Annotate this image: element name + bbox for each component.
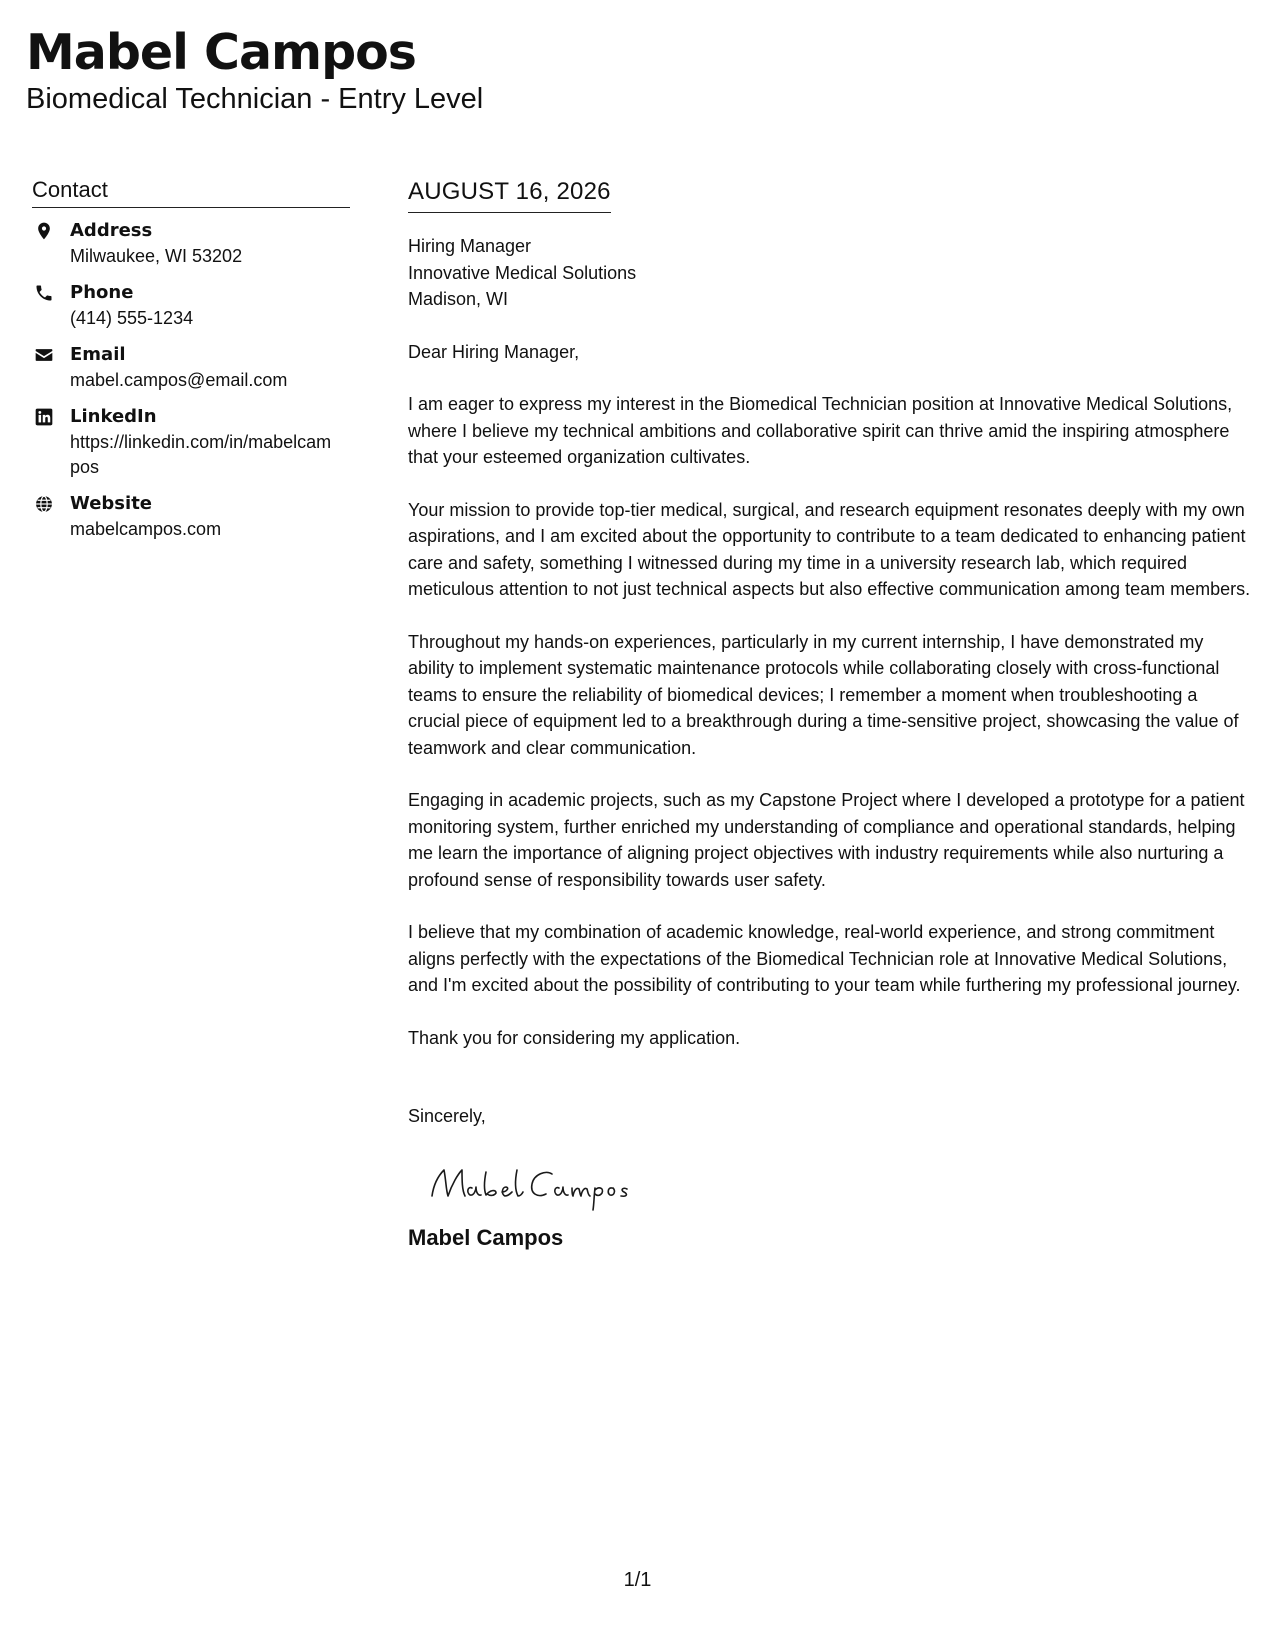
salutation: Dear Hiring Manager, <box>408 341 580 362</box>
letter-paragraph: Engaging in academic projects, such as my Capstone Project where I developed a prototype for a patient monitoring system, further enriched my understanding of compliance and operational standards, helping me learn the importance of aligning project objectives with industry requirements while also nurturing a profound sense of responsibility towards user safety. <box>408 790 1245 890</box>
phone-icon <box>34 283 54 303</box>
contact-sidebar <box>32 176 352 553</box>
contact-phone <box>32 280 352 331</box>
contact-heading: Contact <box>32 176 350 208</box>
contact-label: LinkedIn <box>70 406 157 427</box>
page-number: 1/1 <box>623 1569 652 1591</box>
contact-value[interactable]: mabelcampos.com <box>70 519 222 539</box>
globe-icon <box>34 494 54 514</box>
resume-header <box>26 22 483 116</box>
contact-list <box>32 218 352 542</box>
closing: Sincerely, <box>408 1106 486 1126</box>
letter-date-block <box>408 178 611 213</box>
recipient-name: Hiring Manager <box>408 236 532 256</box>
contact-label: Email <box>70 344 126 365</box>
recipient-company: Innovative Medical Solutions <box>408 262 637 283</box>
envelope-icon <box>34 345 54 365</box>
letter-paragraph: I believe that my combination of academic knowledge, real-world experience, and strong commitment aligns perfectly with the expectations of the Biomedical Technician role at Innovative Medical Solutions, and I'm excited about the possibility of contributing to your team while furthering my professional journey. <box>408 922 1241 995</box>
letter-date: AUGUST 16, 2026 <box>408 178 611 205</box>
handwritten-signature <box>422 1152 682 1222</box>
recipient-location: Madison, WI <box>408 289 509 309</box>
contact-label: Website <box>70 493 153 514</box>
letter-paragraph: I am eager to express my interest in the Biomedical Technician position at Innovative Medical Solutions, where I believe my technical ambitions and collaborative spirit can thrive amid the inspiring atmosphere that your esteemed organization cultivates. <box>408 394 1233 467</box>
contact-value: Milwaukee, WI 53202 <box>70 246 243 266</box>
contact-address <box>32 218 352 269</box>
letter-paragraph: Thank you for considering my application. <box>408 1027 741 1048</box>
recipient-block <box>408 233 1253 313</box>
linkedin-icon <box>34 407 54 427</box>
contact-linkedin <box>32 404 352 480</box>
letter-paragraph: Your mission to provide top-tier medical, surgical, and research equipment resonates deeply with my own aspirations, and I am excited about the opportunity to contribute to a team dedicated to enhancing patient care and safety, something I witnessed during my time in a university research lab, which required meticulous attention to not just technical aspects but also effective communication among team members. <box>408 499 1251 599</box>
contact-email <box>32 342 352 393</box>
letter-paragraph: Throughout my hands-on experiences, particularly in my current internship, I have demonstrated my ability to implement systematic maintenance protocols while collaborating closely with cross-functional teams to ensure the reliability of biomedical devices; I remember a moment when troubleshooting a crucial piece of equipment led to a breakthrough during a time-sensitive project, showcasing the value of teamwork and clear communication. <box>408 631 1239 758</box>
contact-value: (414) 555-1234 <box>70 308 194 328</box>
cover-letter <box>408 178 1253 1252</box>
location-pin-icon <box>34 221 54 241</box>
contact-website <box>32 491 352 542</box>
letter-body <box>408 339 1253 1130</box>
contact-value[interactable]: https://linkedin.com/in/mabelcampos <box>70 432 332 477</box>
applicant-name: Mabel Campos <box>26 24 416 81</box>
job-title: Biomedical Technician - Entry Level <box>26 83 484 115</box>
signed-name: Mabel Campos <box>408 1224 564 1250</box>
contact-label: Address <box>70 220 153 241</box>
contact-label: Phone <box>70 282 134 303</box>
contact-value: mabel.campos@email.com <box>70 370 288 390</box>
